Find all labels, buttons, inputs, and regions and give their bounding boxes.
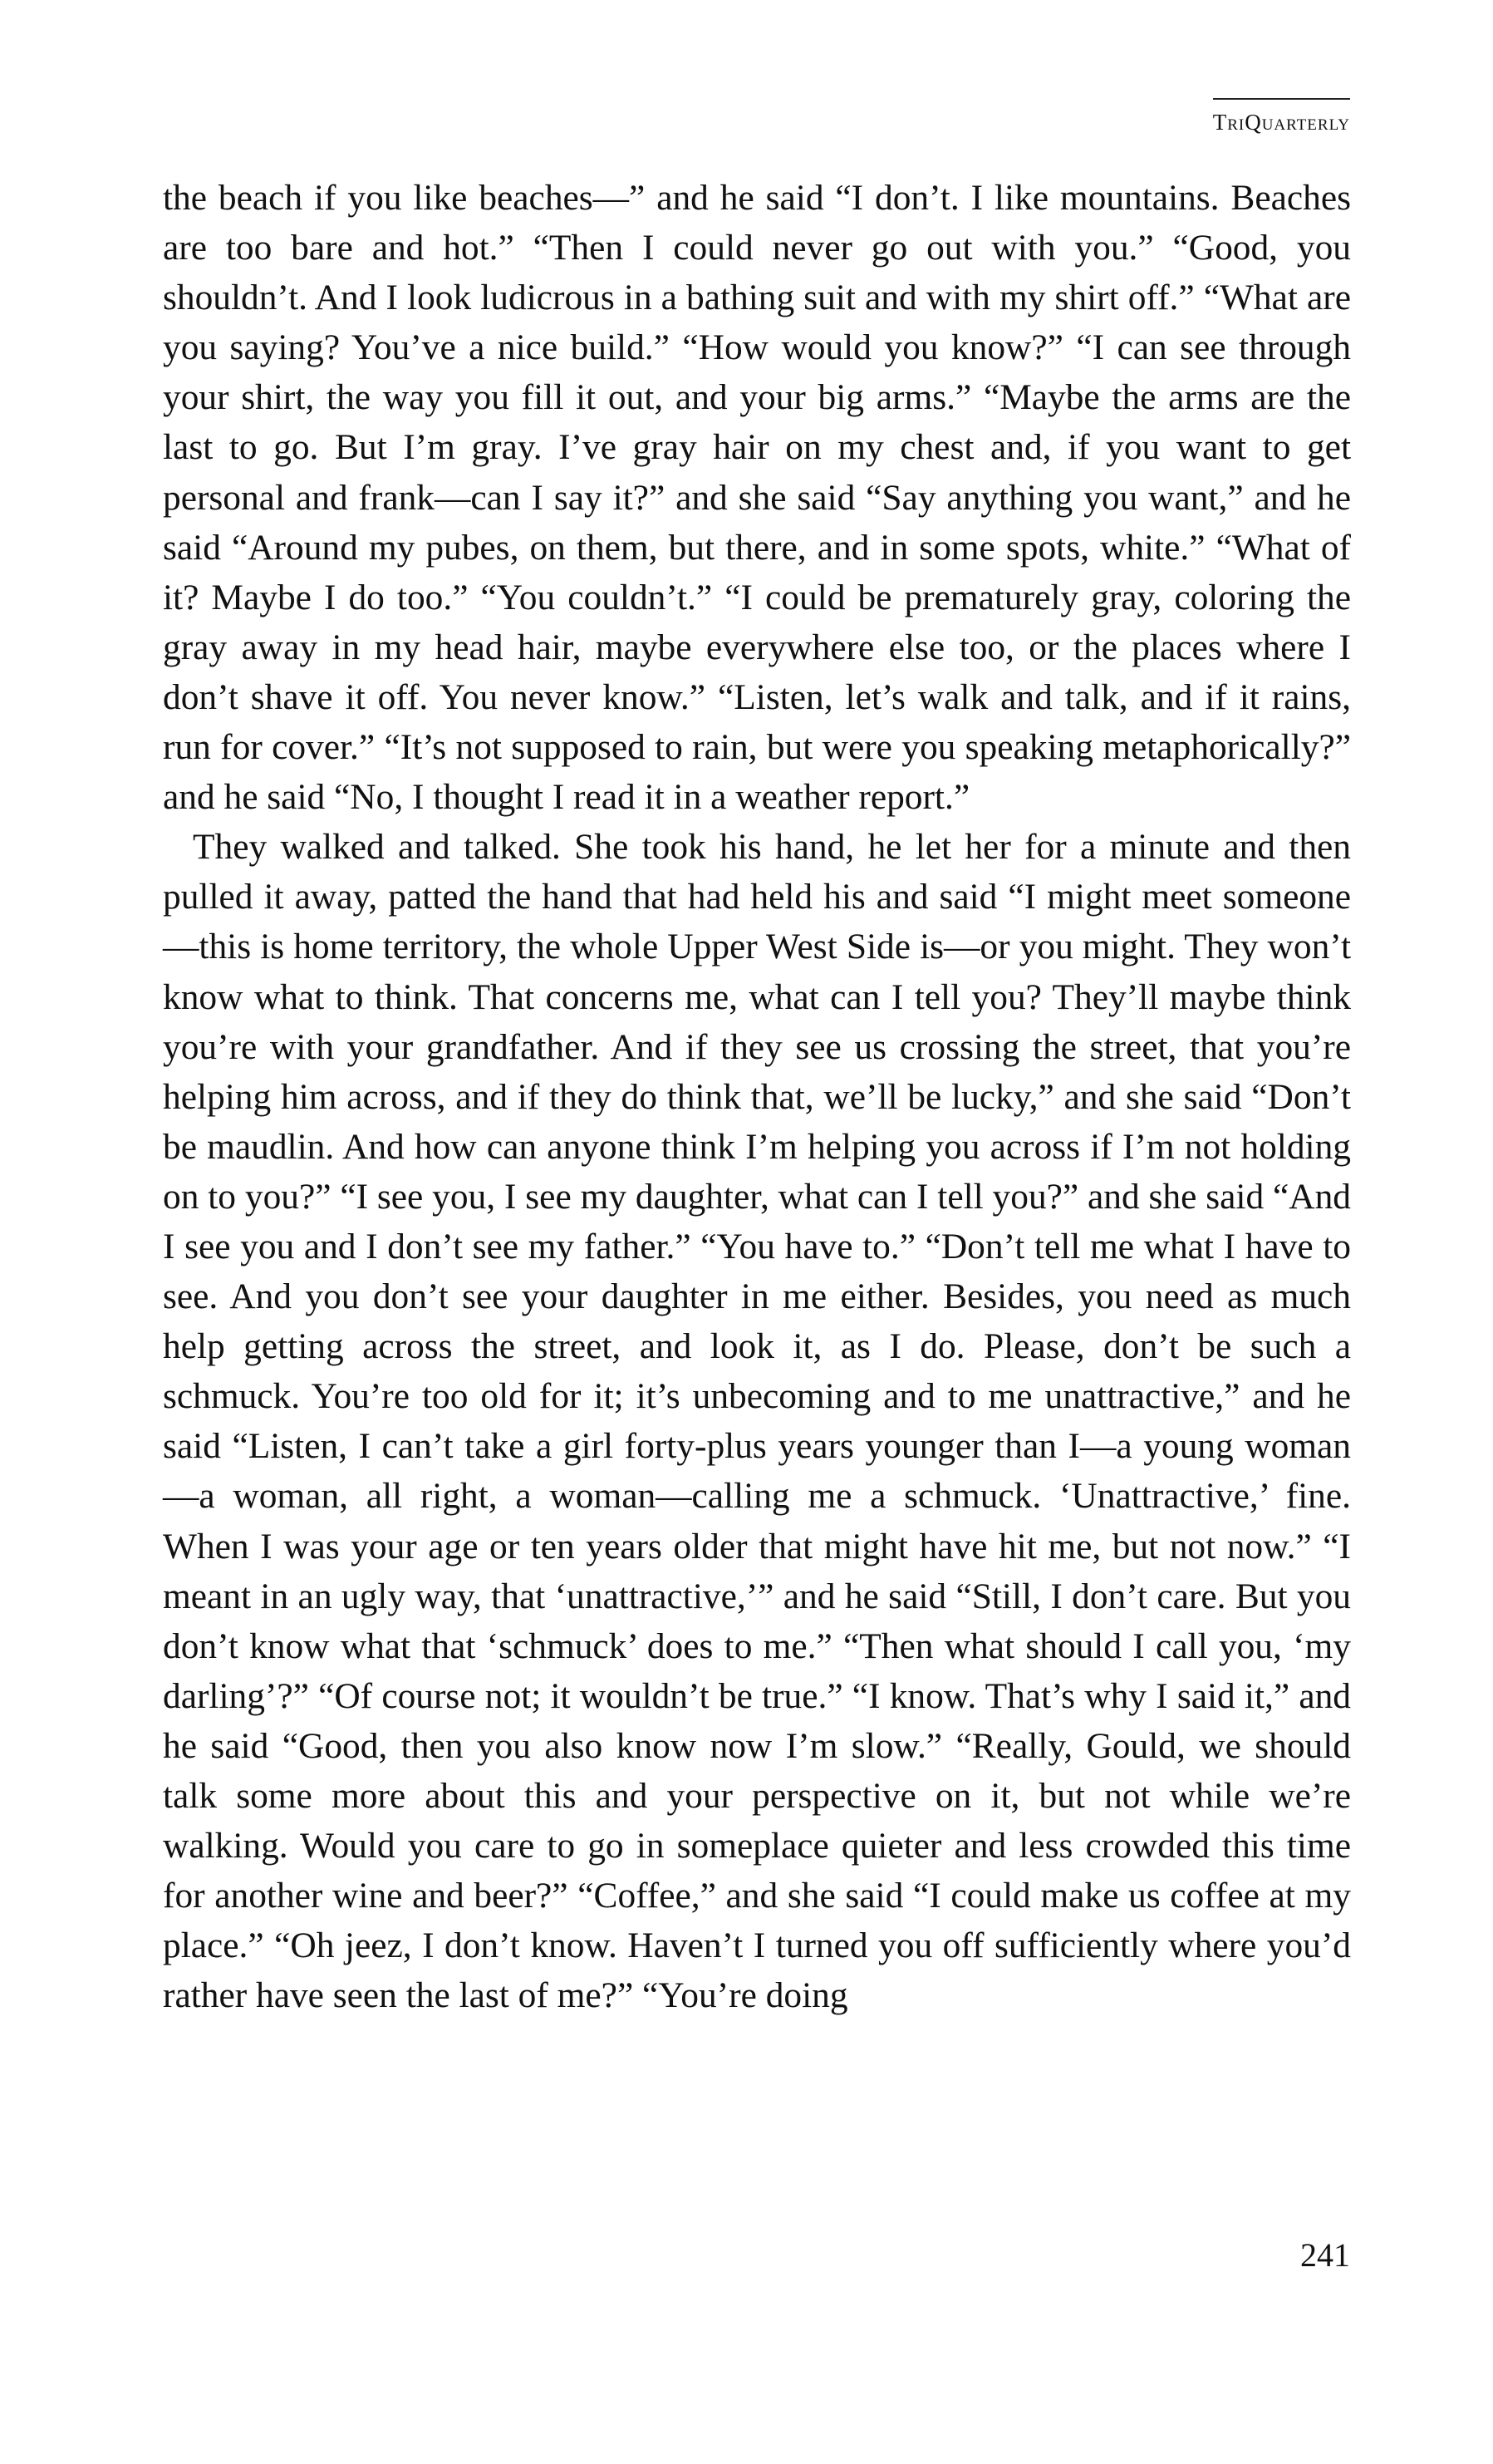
body-text — [163, 173, 1351, 2020]
page-number: 241 — [1300, 2236, 1350, 2274]
paragraph: They walked and talked. She took his hand, he let her for a minute and then pulled it away, patted the hand that had held his and said “I might meet someone—this is home territory, the whole Upper West Side is—or you might. They won’t know what to think. That concerns me, what can I tell you? They’ll maybe think you’re with your grandfather. And if they see us crossing the street, that you’re helping him across, and if they do think that, we’ll be lucky,” and she said “Don’t be maudlin. And how can anyone think I’m helping you across if I’m not holding on to you?” “I see you, I see my daughter, what can I tell you?” and she said “And I see you and I don’t see my father.” “You have to.” “Don’t tell me what I have to see. And you don’t see your daughter in me either. Besides, you need as much help getting across the street, and look it, as I do. Please, don’t be such a schmuck. You’re too old for it; it’s unbecoming and to me unattractive,” and he said “Listen, I can’t take a girl forty-plus years younger than I—a young woman—a woman, all right, a woman—calling me a schmuck. ‘Unattractive,’ fine. When I was your age or ten years older that might have hit me, but not now.” “I meant in an ugly way, that ‘unattractive,’” and he said “Still, I don’t care. But you don’t know what that ‘schmuck’ does to me.” “Then what should I call you, ‘my darling’?” “Of course not; it wouldn’t be true.” “I know. That’s why I said it,” and he said “Good, then you also know now I’m slow.” “Really, Gould, we should talk some more about this and your perspective on it, but not while we’re walking. Would you care to go in someplace quieter and less crowded this time for another wine and beer?” “Coffee,” and she said “I could make us coffee at my place.” “Oh jeez, I don’t know. Haven’t I turned you off sufficiently where you’d rather have seen the last of me?” “You’re doing — [163, 827, 1351, 2016]
running-head: TriQuarterly — [1213, 98, 1350, 135]
paragraph-continued: the beach if you like beaches—” and he said “I don’t. I like mountains. Beaches are too bare and hot.” “Then I could never go out with you.” “Good, you shouldn’t. And I look ludicrous in a bathing suit and with my shirt off.” “What are you saying? You’ve a nice build.” “How would you know?” “I can see through your shirt, the way you fill it out, and your big arms.” “Maybe the arms are the last to go. But I’m gray. I’ve gray hair on my chest and, if you want to get personal and frank—can I say it?” and she said “Say anything you want,” and he said “Around my pubes, on them, but there, and in some spots, white.” “What of it? Maybe I do too.” “You couldn’t.” “I could be prematurely gray, coloring the gray away in my head hair, maybe everywhere else too, or the places where I don’t shave it off. You never know.” “Listen, let’s walk and talk, and if it rains, run for cover.” “It’s not supposed to rain, but were you speaking metaphorically?” and he said “No, I thought I read it in a weather report.” — [163, 178, 1351, 818]
